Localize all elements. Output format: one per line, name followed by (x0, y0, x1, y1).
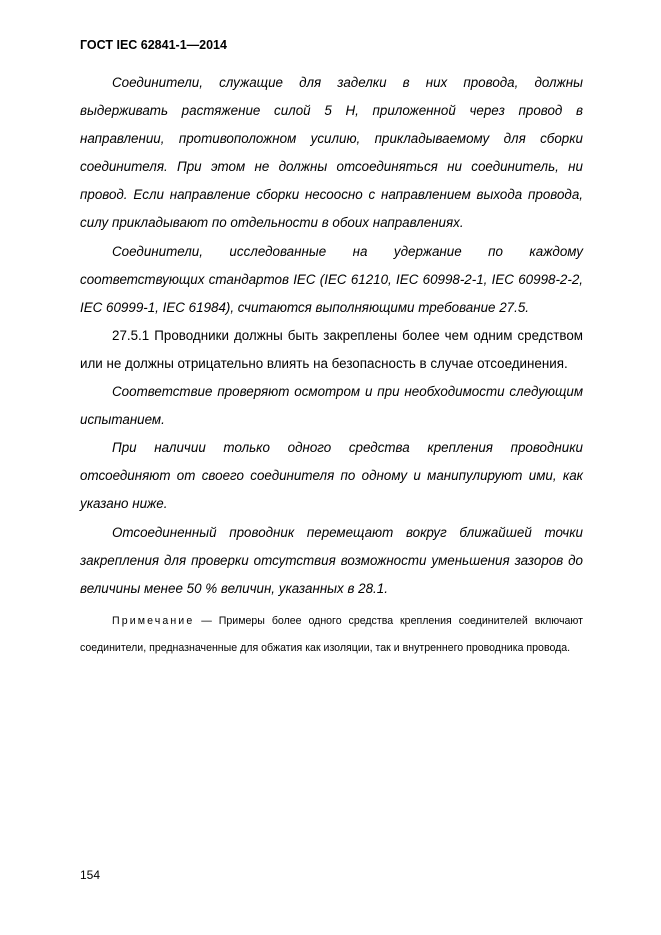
note (80, 608, 583, 663)
clause-27-5-1: 27.5.1 Проводники должны быть закреплены более чем одним средством или не должны отрицательно влиять на безопасность в случае отсоединения. (80, 327, 583, 371)
note-text: — Примеры более одного средства крепления соединителей включают соединители, предназначенные для обжатия как изоляции, так и внутреннего проводника провода. (80, 614, 583, 655)
paragraph-single-fixing: При наличии только одного средства крепления проводники отсоединяют от своего соединителя по одному и манипулируют ими, как указано ниже. (80, 440, 583, 512)
document-body (80, 69, 583, 663)
paragraph-iec-connectors: Соединители, исследованные на удержание по каждому соответствующих стандартов IEC (IEC 61210, IEC 60998-2-1, IEC 60998-2-2, IEC 60999-1, IEC 61984), считаются выполняющими требование 27.5. (80, 243, 583, 315)
paragraph-compliance-check: Соответствие проверяют осмотром и при необходимости следующим испытанием. (80, 384, 583, 428)
page-number: 154 (80, 868, 101, 882)
paragraph-connector-tension: Соединители, служащие для заделки в них провода, должны выдерживать растяжение силой 5 Н, приложенной через провод в направлении, противоположном усилию, прикладываемому для сборки соединителя. При этом не должны отсоединяться ни соединитель, ни провод. Если направление сборки несоосно с направлением выхода провода, силу прикладывают по отдельности в обоих направлениях. (80, 75, 583, 231)
note-label: Примечание (112, 614, 195, 627)
paragraph-disconnected-conductor: Отсоединенный проводник перемещают вокруг ближайшей точки закрепления для проверки отсутствия возможности уменьшения зазоров до величины менее 50 % величин, указанных в 28.1. (80, 524, 583, 596)
document-header: ГОСТ IEC 62841-1—2014 (80, 38, 227, 52)
